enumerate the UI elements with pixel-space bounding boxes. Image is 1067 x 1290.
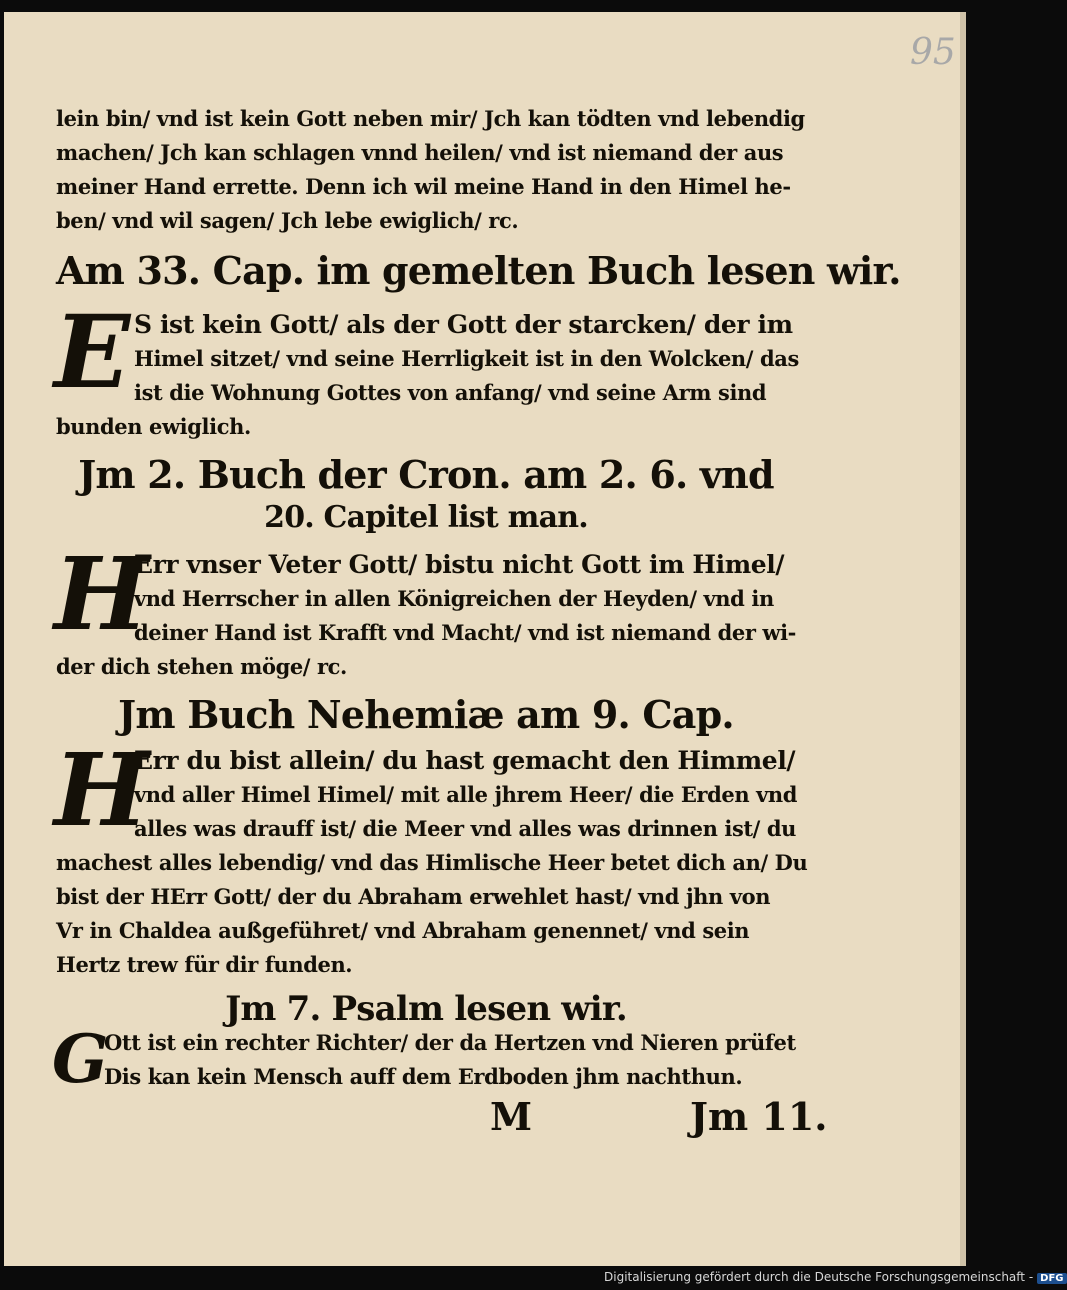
text-line: Err vnser Veter Gott/ bistu nicht Gott im Himel/ bbox=[134, 550, 785, 579]
catchword: Jm 11. bbox=[690, 1094, 828, 1139]
section-heading: Jm 2. Buch der Cron. am 2. 6. vnd bbox=[78, 452, 774, 497]
text-line: lein bin/ vnd ist kein Gott neben mir/ Jch kan tödten vnd lebendig bbox=[56, 106, 805, 131]
text-line: meiner Hand errette. Denn ich wil meine Hand in den Himel he- bbox=[56, 174, 791, 199]
section-heading-continuation: 20. Capitel list man. bbox=[264, 500, 588, 535]
book-page bbox=[4, 12, 966, 1266]
drop-cap: H bbox=[54, 731, 149, 849]
text-line: Ott ist ein rechter Richter/ der da Hertzen vnd Nieren prüfet bbox=[104, 1030, 796, 1055]
text-line: machen/ Jch kan schlagen vnnd heilen/ vnd ist niemand der aus bbox=[56, 140, 784, 165]
text-line: ben/ vnd wil sagen/ Jch lebe ewiglich/ rc. bbox=[56, 208, 519, 233]
text-line: Dis kan kein Mensch auff dem Erdboden jhm nachthun. bbox=[104, 1064, 743, 1089]
text-line: Err du bist allein/ du hast gemacht den Himmel/ bbox=[134, 746, 796, 775]
text-line: Himel sitzet/ vnd seine Herrligkeit ist in den Wolcken/ das bbox=[134, 346, 799, 371]
digitization-footer bbox=[604, 1270, 1067, 1288]
text-line: machest alles lebendig/ vnd das Himlische Heer betet dich an/ Du bbox=[56, 850, 808, 875]
text-line: ist die Wohnung Gottes von anfang/ vnd seine Arm sind bbox=[134, 380, 767, 405]
text-line: Hertz trew für dir funden. bbox=[56, 952, 353, 977]
page-number: 95 bbox=[910, 32, 956, 73]
signature-mark: M bbox=[490, 1094, 533, 1139]
section-heading: Jm Buch Nehemiæ am 9. Cap. bbox=[118, 692, 734, 737]
text-line: Vr in Chaldea außgeführet/ vnd Abraham genennet/ vnd sein bbox=[56, 918, 750, 943]
section-heading: Jm 7. Psalm lesen wir. bbox=[225, 989, 627, 1029]
drop-cap: G bbox=[52, 1020, 109, 1098]
text-line: deiner Hand ist Krafft vnd Macht/ vnd ist niemand der wi- bbox=[134, 620, 796, 645]
dfg-logo: DFG bbox=[1037, 1273, 1066, 1284]
text-line: vnd Herrscher in allen Königreichen der Heyden/ vnd in bbox=[134, 586, 774, 611]
text-line: bunden ewiglich. bbox=[56, 414, 251, 439]
text-line: der dich stehen möge/ rc. bbox=[56, 654, 347, 679]
text-line: alles was drauff ist/ die Meer vnd alles was drinnen ist/ du bbox=[134, 816, 797, 841]
text-line: bist der HErr Gott/ der du Abraham erwehlet hast/ vnd jhn von bbox=[56, 884, 771, 909]
drop-cap: H bbox=[54, 535, 149, 653]
section-heading: Am 33. Cap. im gemelten Buch lesen wir. bbox=[56, 248, 901, 293]
drop-cap: E bbox=[54, 293, 131, 411]
text-line: S ist kein Gott/ als der Gott der starcken/ der im bbox=[134, 310, 793, 339]
text-line: vnd aller Himel Himel/ mit alle jhrem Heer/ die Erden vnd bbox=[134, 782, 798, 807]
footer-text: Digitalisierung gefördert durch die Deutsche Forschungsgemeinschaft - bbox=[604, 1270, 1034, 1284]
